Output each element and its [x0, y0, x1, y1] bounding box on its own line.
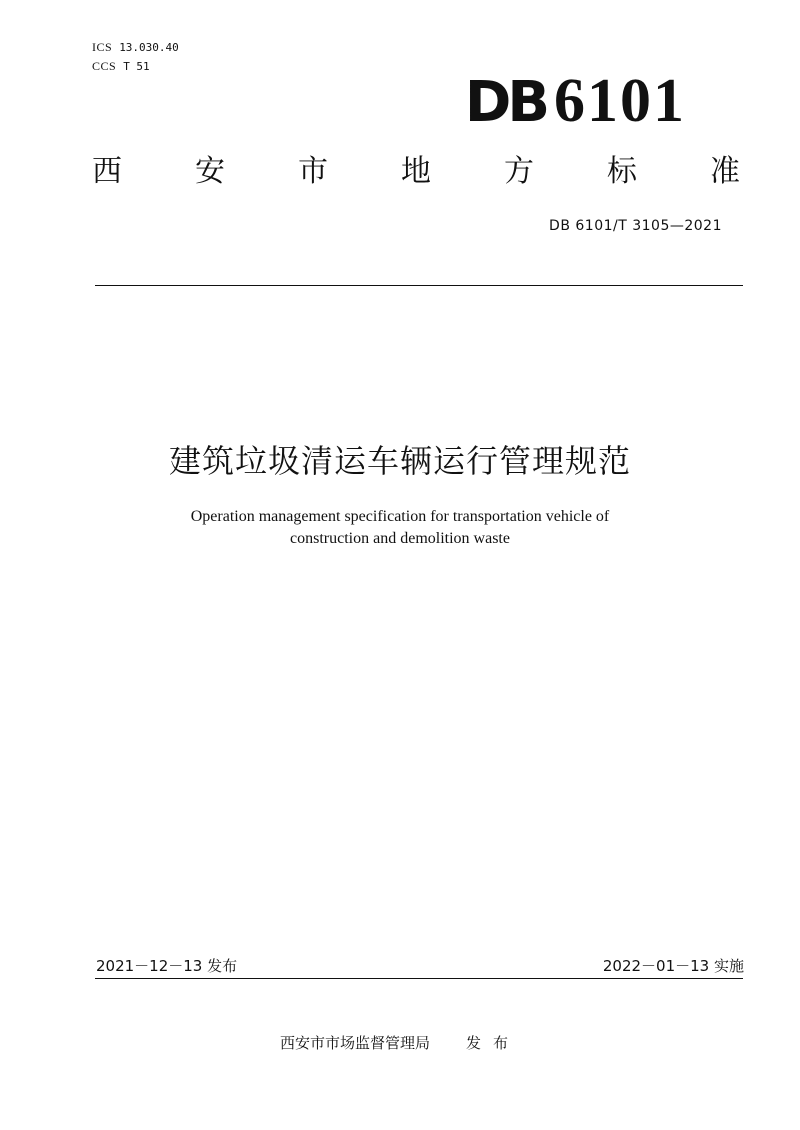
standard-type-char: 标: [607, 154, 637, 189]
classification-codes: [92, 38, 179, 76]
ccs-label: CCS: [92, 59, 117, 73]
standard-type-char: 准: [710, 154, 740, 189]
bottom-divider: [95, 978, 743, 979]
standard-type-char: 安: [195, 154, 225, 189]
implementation-date: 2022－01－13 实施: [602, 957, 744, 975]
ics-row: [92, 38, 179, 57]
publisher-action: 发布: [466, 1034, 521, 1052]
ccs-row: [92, 57, 179, 76]
issue-date: 2021－12－13 发布: [96, 957, 238, 975]
title-english-line-2: construction and demolition waste: [290, 530, 510, 547]
top-divider: [95, 285, 743, 286]
db-logo: [465, 68, 686, 136]
ics-value: 13.030.40: [119, 41, 179, 54]
publisher: [0, 1032, 800, 1053]
standard-type-char: 方: [504, 154, 534, 189]
publisher-name: 西安市市场监督管理局: [279, 1034, 430, 1052]
standard-type-char: 地: [401, 154, 431, 189]
db-logo-region-code: 6101: [554, 67, 686, 135]
title-english: [150, 506, 650, 550]
standard-type-heading: [92, 150, 740, 194]
db-logo-letters: DB: [464, 70, 546, 135]
title-chinese: 建筑垃圾清运车辆运行管理规范: [168, 442, 631, 480]
standard-type-char: 西: [92, 154, 122, 189]
standard-type-char: 市: [298, 154, 328, 189]
ccs-value: T 51: [123, 60, 150, 73]
standard-code: DB 6101/T 3105—2021: [549, 218, 722, 234]
title-english-line-1: Operation management specification for transportation vehicle of: [190, 508, 610, 525]
ics-label: ICS: [92, 40, 113, 54]
